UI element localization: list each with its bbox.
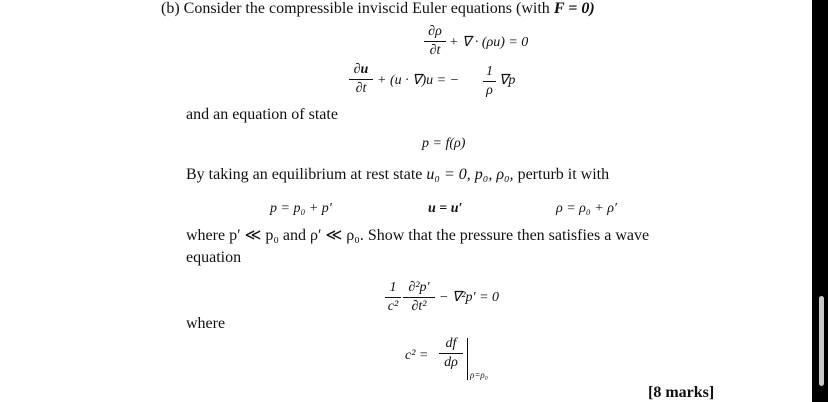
equilibrium-line <box>186 166 609 184</box>
equilibrium-text: By taking an equilibrium at rest state <box>186 166 423 183</box>
c2-lhs: c² = <box>405 348 429 363</box>
continuity-derivative <box>424 24 446 59</box>
perturb-text: perturb it with <box>517 166 610 183</box>
question-intro-line <box>161 0 595 18</box>
continuity-den: ∂t <box>429 43 441 58</box>
momentum-coefficient <box>483 64 496 99</box>
momentum-num: ∂u <box>353 62 369 77</box>
state-intro: and an equation of state <box>186 106 338 123</box>
state-equation: p = f(ρ) <box>422 136 466 151</box>
perturb-velocity: u = u′ <box>428 201 463 216</box>
part-label: (b) <box>161 0 180 17</box>
scrollbar-thumb[interactable] <box>819 296 824 386</box>
wave-rest: − ∇²p′ = 0 <box>439 290 500 305</box>
momentum-coef-num: 1 <box>486 64 493 79</box>
wave-derivative <box>403 280 435 315</box>
wave-coef-den: c² <box>387 299 399 314</box>
c2-eval-point: ρ=ρ₀ <box>470 370 488 380</box>
momentum-den: ∂t <box>355 81 367 96</box>
where-word: where <box>186 315 226 332</box>
marks-label: [8 marks] <box>648 384 715 401</box>
where-line: where p′ ≪ p₀ and ρ′ ≪ ρ₀. Show that the pressure then satisfies a wave <box>186 227 650 244</box>
wave-coef-num: 1 <box>389 280 397 295</box>
momentum-rest: + (u · ∇)u = − <box>377 73 460 88</box>
intro-text: Consider the compressible inviscid Euler equations (with <box>183 0 550 17</box>
wave-d-den: ∂t² <box>411 299 427 314</box>
perturb-pressure: p = p₀ + p′ <box>270 201 332 216</box>
momentum-coef-den: ρ <box>486 83 493 98</box>
intro-condition: F = 0) <box>553 0 595 17</box>
momentum-derivative <box>349 62 373 97</box>
c2-den: dρ <box>444 355 458 370</box>
wave-coefficient <box>385 280 401 315</box>
momentum-tail: ∇p <box>499 73 516 88</box>
perturb-density: ρ = ρ₀ + ρ′ <box>556 201 617 216</box>
wave-d-num: ∂²p′ <box>408 280 430 295</box>
evaluation-bar <box>467 338 468 380</box>
continuity-num: ∂ρ <box>428 24 442 39</box>
c2-num: df <box>445 336 457 351</box>
c2-derivative <box>439 336 463 371</box>
equation-word: equation <box>186 249 242 266</box>
continuity-rest: + ∇ · (ρu) = 0 <box>449 35 529 50</box>
equilibrium-values: u₀ = 0, p₀, ρ₀, <box>426 166 514 183</box>
